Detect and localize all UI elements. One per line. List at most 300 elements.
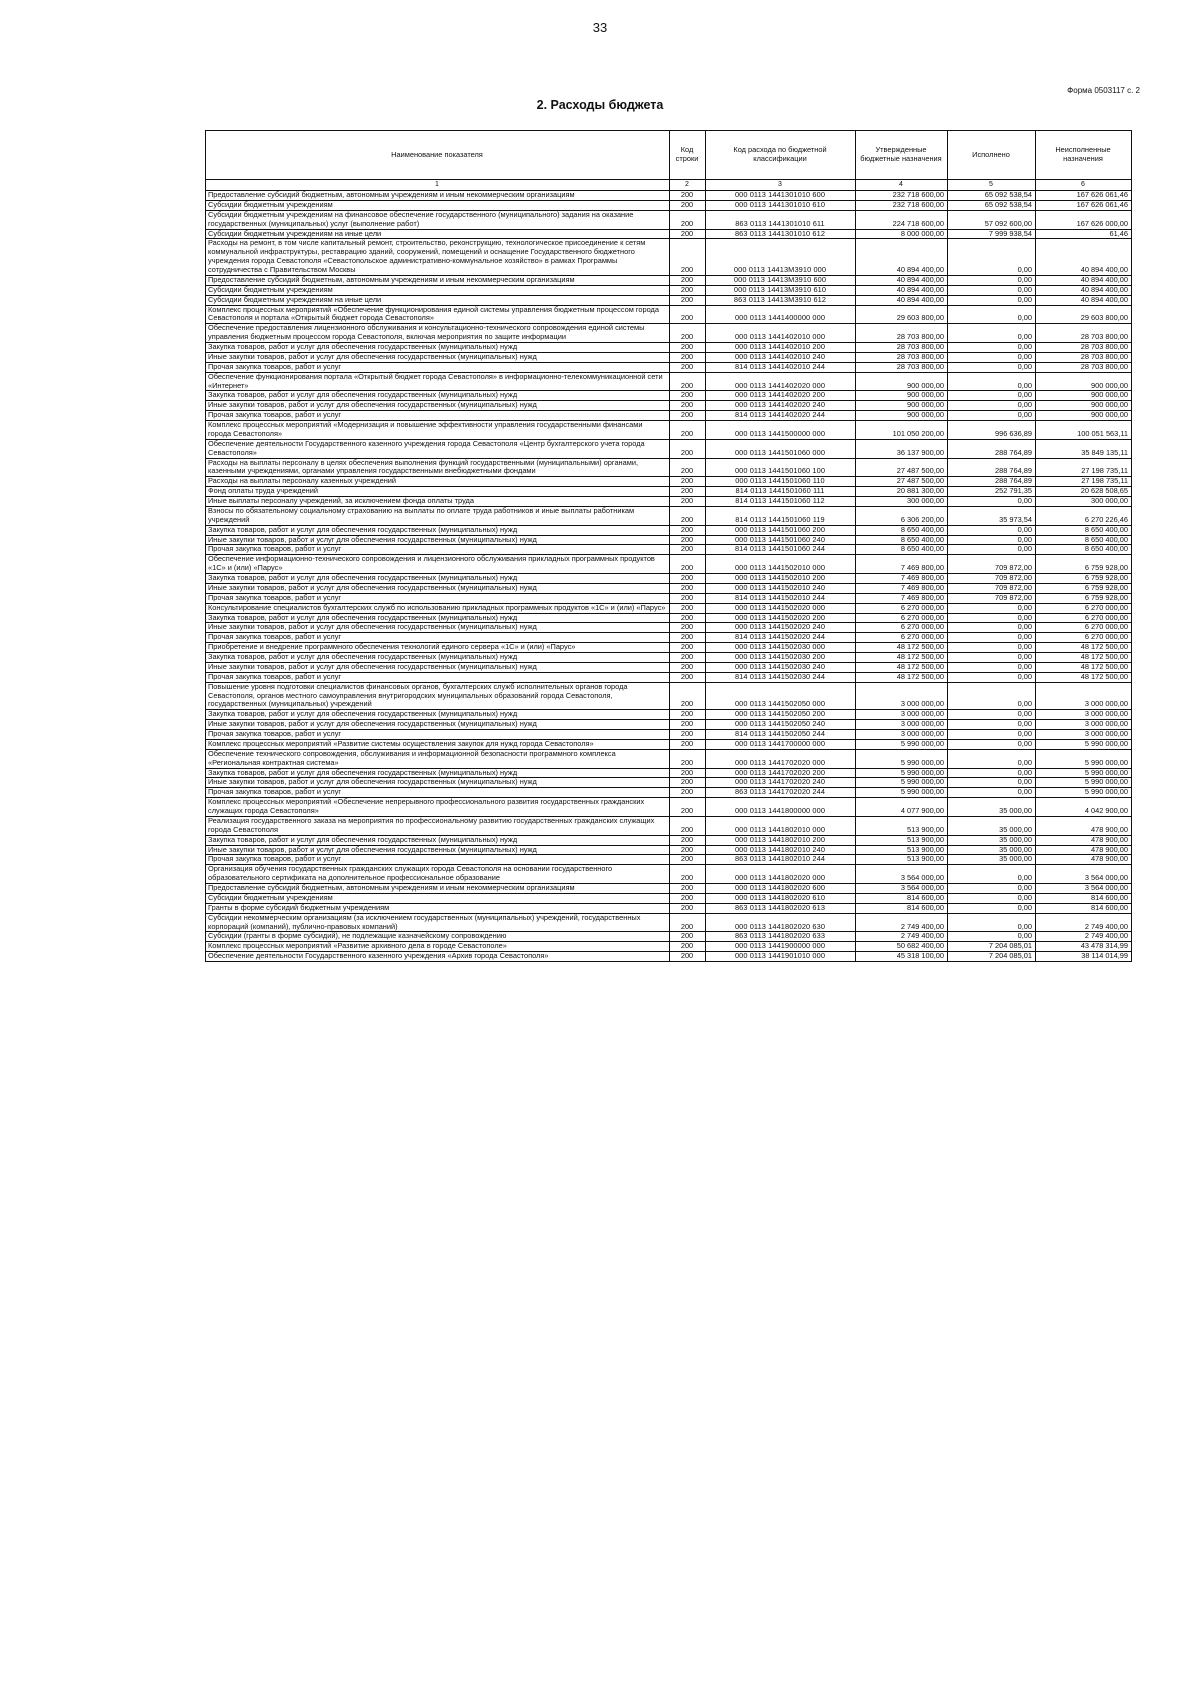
row-approved: 48 172 500,00 bbox=[856, 643, 948, 653]
row-executed: 35 000,00 bbox=[948, 845, 1036, 855]
row-executed: 35 000,00 bbox=[948, 816, 1036, 835]
row-unexecuted: 48 172 500,00 bbox=[1036, 662, 1132, 672]
row-unexecuted: 3 000 000,00 bbox=[1036, 720, 1132, 730]
row-unexecuted: 27 198 735,11 bbox=[1036, 477, 1132, 487]
row-classification-code: 000 0113 1441402020 240 bbox=[706, 401, 856, 411]
expenditure-table bbox=[205, 130, 1132, 962]
row-line-code: 200 bbox=[670, 932, 706, 942]
row-executed: 0,00 bbox=[948, 343, 1036, 353]
row-classification-code: 000 0113 1441402010 240 bbox=[706, 352, 856, 362]
row-classification-code: 000 0113 1441802010 200 bbox=[706, 835, 856, 845]
row-line-code: 200 bbox=[670, 672, 706, 682]
row-executed: 57 092 600,00 bbox=[948, 210, 1036, 229]
row-classification-code: 000 0113 1441800000 000 bbox=[706, 798, 856, 817]
table-row bbox=[206, 788, 1132, 798]
table-row bbox=[206, 352, 1132, 362]
row-line-code: 200 bbox=[670, 525, 706, 535]
row-classification-code: 000 0113 1441802010 000 bbox=[706, 816, 856, 835]
row-unexecuted: 48 172 500,00 bbox=[1036, 672, 1132, 682]
row-name: Приобретение и внедрение программного обеспечения технологий единого сервера «1С» и (или) «Парус» bbox=[206, 643, 670, 653]
table-row bbox=[206, 942, 1132, 952]
header-line-code: Код строки bbox=[670, 131, 706, 180]
row-approved: 300 000,00 bbox=[856, 497, 948, 507]
row-classification-code: 000 0113 1441501060 200 bbox=[706, 525, 856, 535]
table-row bbox=[206, 798, 1132, 817]
row-line-code: 200 bbox=[670, 200, 706, 210]
row-unexecuted: 6 270 000,00 bbox=[1036, 633, 1132, 643]
row-classification-code: 814 0113 1441402020 244 bbox=[706, 411, 856, 421]
column-number: 3 bbox=[706, 180, 856, 191]
row-unexecuted: 8 650 400,00 bbox=[1036, 545, 1132, 555]
row-approved: 7 469 800,00 bbox=[856, 593, 948, 603]
row-approved: 814 600,00 bbox=[856, 893, 948, 903]
row-line-code: 200 bbox=[670, 720, 706, 730]
row-line-code: 200 bbox=[670, 191, 706, 201]
row-classification-code: 000 0113 14413М3910 600 bbox=[706, 275, 856, 285]
row-line-code: 200 bbox=[670, 555, 706, 574]
row-classification-code: 814 0113 1441502030 244 bbox=[706, 672, 856, 682]
row-approved: 4 077 900,00 bbox=[856, 798, 948, 817]
row-name: Закупка товаров, работ и услуг для обеспечения государственных (муниципальных) нужд bbox=[206, 710, 670, 720]
row-name: Предоставление субсидий бюджетным, автономным учреждениям и иным некоммерческим организациям bbox=[206, 191, 670, 201]
row-name: Субсидии бюджетным учреждениям на иные цели bbox=[206, 229, 670, 239]
row-classification-code: 863 0113 1441301010 611 bbox=[706, 210, 856, 229]
row-executed: 0,00 bbox=[948, 352, 1036, 362]
row-approved: 7 469 800,00 bbox=[856, 555, 948, 574]
row-executed: 0,00 bbox=[948, 768, 1036, 778]
table-row bbox=[206, 816, 1132, 835]
table-row bbox=[206, 633, 1132, 643]
table-row bbox=[206, 643, 1132, 653]
row-approved: 27 487 500,00 bbox=[856, 477, 948, 487]
row-name: Комплекс процессных мероприятий «Развитие системы осуществления закупок для нужд города Севастополя» bbox=[206, 739, 670, 749]
row-line-code: 200 bbox=[670, 391, 706, 401]
row-name: Иные закупки товаров, работ и услуг для обеспечения государственных (муниципальных) нужд bbox=[206, 535, 670, 545]
column-number-row bbox=[206, 180, 1132, 191]
row-classification-code: 000 0113 1441502020 200 bbox=[706, 613, 856, 623]
row-unexecuted: 5 990 000,00 bbox=[1036, 788, 1132, 798]
row-approved: 900 000,00 bbox=[856, 411, 948, 421]
row-line-code: 200 bbox=[670, 942, 706, 952]
row-line-code: 200 bbox=[670, 682, 706, 710]
table-row bbox=[206, 653, 1132, 663]
row-name: Субсидии (гранты в форме субсидий), не подлежащие казначейскому сопровождению bbox=[206, 932, 670, 942]
row-executed: 709 872,00 bbox=[948, 583, 1036, 593]
row-classification-code: 000 0113 1441502050 240 bbox=[706, 720, 856, 730]
row-classification-code: 000 0113 1441900000 000 bbox=[706, 942, 856, 952]
row-name: Иные закупки товаров, работ и услуг для обеспечения государственных (муниципальных) нужд bbox=[206, 720, 670, 730]
row-classification-code: 000 0113 1441501060 000 bbox=[706, 439, 856, 458]
row-unexecuted: 5 990 000,00 bbox=[1036, 739, 1132, 749]
row-executed: 0,00 bbox=[948, 623, 1036, 633]
row-classification-code: 863 0113 1441802020 613 bbox=[706, 903, 856, 913]
row-executed: 35 000,00 bbox=[948, 835, 1036, 845]
row-name: Иные закупки товаров, работ и услуг для обеспечения государственных (муниципальных) нужд bbox=[206, 662, 670, 672]
row-line-code: 200 bbox=[670, 487, 706, 497]
row-classification-code: 000 0113 1441402010 000 bbox=[706, 324, 856, 343]
row-line-code: 200 bbox=[670, 623, 706, 633]
column-number: 1 bbox=[206, 180, 670, 191]
table-row bbox=[206, 506, 1132, 525]
row-unexecuted: 3 000 000,00 bbox=[1036, 710, 1132, 720]
row-approved: 2 749 400,00 bbox=[856, 932, 948, 942]
row-executed: 288 764,89 bbox=[948, 439, 1036, 458]
row-name: Субсидии некоммерческим организациям (за исключением государственных (муниципальных) учреждений, государственных корпораций (компаний), публично-правовых компаний) bbox=[206, 913, 670, 932]
row-name: Обеспечение информационно-технического сопровождения и лицензионного обслуживания прикладных программных продуктов «1С» и (или) «Парус» bbox=[206, 555, 670, 574]
header-approved: Утвержденные бюджетные назначения bbox=[856, 131, 948, 180]
row-approved: 3 564 000,00 bbox=[856, 884, 948, 894]
row-approved: 2 749 400,00 bbox=[856, 913, 948, 932]
row-name: Прочая закупка товаров, работ и услуг bbox=[206, 411, 670, 421]
table-row bbox=[206, 210, 1132, 229]
row-executed: 0,00 bbox=[948, 633, 1036, 643]
row-name: Прочая закупка товаров, работ и услуг bbox=[206, 545, 670, 555]
row-approved: 40 894 400,00 bbox=[856, 275, 948, 285]
table-row bbox=[206, 835, 1132, 845]
row-executed: 709 872,00 bbox=[948, 593, 1036, 603]
row-executed: 0,00 bbox=[948, 285, 1036, 295]
table-row bbox=[206, 200, 1132, 210]
row-name: Консультирование специалистов бухгалтерских служб по использованию прикладных программных продуктов «1С» и (или) «Парус» bbox=[206, 603, 670, 613]
row-approved: 6 270 000,00 bbox=[856, 613, 948, 623]
row-classification-code: 814 0113 1441501060 119 bbox=[706, 506, 856, 525]
row-executed: 709 872,00 bbox=[948, 555, 1036, 574]
row-name: Закупка товаров, работ и услуг для обеспечения государственных (муниципальных) нужд bbox=[206, 835, 670, 845]
row-name: Закупка товаров, работ и услуг для обеспечения государственных (муниципальных) нужд bbox=[206, 391, 670, 401]
row-approved: 28 703 800,00 bbox=[856, 362, 948, 372]
row-unexecuted: 900 000,00 bbox=[1036, 401, 1132, 411]
row-line-code: 200 bbox=[670, 362, 706, 372]
row-approved: 8 650 400,00 bbox=[856, 525, 948, 535]
row-unexecuted: 35 849 135,11 bbox=[1036, 439, 1132, 458]
row-executed: 7 999 938,54 bbox=[948, 229, 1036, 239]
row-unexecuted: 8 650 400,00 bbox=[1036, 525, 1132, 535]
row-executed: 288 764,89 bbox=[948, 477, 1036, 487]
table-row bbox=[206, 191, 1132, 201]
table-row bbox=[206, 613, 1132, 623]
row-name: Прочая закупка товаров, работ и услуг bbox=[206, 362, 670, 372]
row-approved: 27 487 500,00 bbox=[856, 458, 948, 477]
row-unexecuted: 20 628 508,65 bbox=[1036, 487, 1132, 497]
row-line-code: 200 bbox=[670, 285, 706, 295]
row-approved: 8 000 000,00 bbox=[856, 229, 948, 239]
row-name: Фонд оплаты труда учреждений bbox=[206, 487, 670, 497]
row-classification-code: 000 0113 14413М3910 610 bbox=[706, 285, 856, 295]
row-approved: 3 564 000,00 bbox=[856, 865, 948, 884]
row-executed: 0,00 bbox=[948, 653, 1036, 663]
row-name: Прочая закупка товаров, работ и услуг bbox=[206, 730, 670, 740]
table-row bbox=[206, 275, 1132, 285]
row-approved: 7 469 800,00 bbox=[856, 583, 948, 593]
row-name: Субсидии бюджетным учреждениям на иные цели bbox=[206, 295, 670, 305]
row-line-code: 200 bbox=[670, 401, 706, 411]
row-line-code: 200 bbox=[670, 411, 706, 421]
row-approved: 3 000 000,00 bbox=[856, 720, 948, 730]
form-code: Форма 0503117 с. 2 bbox=[1067, 86, 1140, 95]
row-unexecuted: 900 000,00 bbox=[1036, 372, 1132, 391]
row-classification-code: 000 0113 1441400000 000 bbox=[706, 305, 856, 324]
row-unexecuted: 5 990 000,00 bbox=[1036, 768, 1132, 778]
row-classification-code: 000 0113 1441702020 200 bbox=[706, 768, 856, 778]
row-classification-code: 000 0113 1441402020 000 bbox=[706, 372, 856, 391]
row-classification-code: 000 0113 1441802020 600 bbox=[706, 884, 856, 894]
column-number: 2 bbox=[670, 180, 706, 191]
row-line-code: 200 bbox=[670, 477, 706, 487]
row-executed: 0,00 bbox=[948, 913, 1036, 932]
row-line-code: 200 bbox=[670, 788, 706, 798]
row-line-code: 200 bbox=[670, 835, 706, 845]
row-unexecuted: 29 603 800,00 bbox=[1036, 305, 1132, 324]
row-approved: 3 000 000,00 bbox=[856, 710, 948, 720]
column-number: 5 bbox=[948, 180, 1036, 191]
row-executed: 0,00 bbox=[948, 372, 1036, 391]
row-name: Прочая закупка товаров, работ и услуг bbox=[206, 788, 670, 798]
table-row bbox=[206, 903, 1132, 913]
row-unexecuted: 814 600,00 bbox=[1036, 903, 1132, 913]
table-row bbox=[206, 421, 1132, 440]
row-unexecuted: 61,46 bbox=[1036, 229, 1132, 239]
row-line-code: 200 bbox=[670, 439, 706, 458]
row-name: Иные закупки товаров, работ и услуг для обеспечения государственных (муниципальных) нужд bbox=[206, 623, 670, 633]
row-unexecuted: 40 894 400,00 bbox=[1036, 239, 1132, 276]
row-line-code: 200 bbox=[670, 583, 706, 593]
row-unexecuted: 6 270 000,00 bbox=[1036, 603, 1132, 613]
table-row bbox=[206, 623, 1132, 633]
row-line-code: 200 bbox=[670, 613, 706, 623]
row-approved: 6 306 200,00 bbox=[856, 506, 948, 525]
row-approved: 45 318 100,00 bbox=[856, 952, 948, 962]
row-executed: 35 000,00 bbox=[948, 798, 1036, 817]
row-approved: 20 881 300,00 bbox=[856, 487, 948, 497]
row-classification-code: 000 0113 1441702020 240 bbox=[706, 778, 856, 788]
header-unexecuted: Неисполненные назначения bbox=[1036, 131, 1132, 180]
row-unexecuted: 2 749 400,00 bbox=[1036, 932, 1132, 942]
row-approved: 40 894 400,00 bbox=[856, 239, 948, 276]
row-executed: 0,00 bbox=[948, 362, 1036, 372]
row-executed: 7 204 085,01 bbox=[948, 952, 1036, 962]
table-row bbox=[206, 535, 1132, 545]
row-executed: 0,00 bbox=[948, 545, 1036, 555]
table-row bbox=[206, 239, 1132, 276]
row-executed: 0,00 bbox=[948, 613, 1036, 623]
row-approved: 6 270 000,00 bbox=[856, 603, 948, 613]
row-approved: 40 894 400,00 bbox=[856, 295, 948, 305]
column-number: 6 bbox=[1036, 180, 1132, 191]
row-unexecuted: 48 172 500,00 bbox=[1036, 653, 1132, 663]
row-unexecuted: 6 759 928,00 bbox=[1036, 593, 1132, 603]
row-unexecuted: 6 759 928,00 bbox=[1036, 555, 1132, 574]
row-executed: 0,00 bbox=[948, 324, 1036, 343]
row-approved: 48 172 500,00 bbox=[856, 653, 948, 663]
table-row bbox=[206, 952, 1132, 962]
row-line-code: 200 bbox=[670, 210, 706, 229]
row-name: Прочая закупка товаров, работ и услуг bbox=[206, 633, 670, 643]
row-classification-code: 000 0113 1441501060 110 bbox=[706, 477, 856, 487]
row-classification-code: 863 0113 1441301010 612 bbox=[706, 229, 856, 239]
table-row bbox=[206, 229, 1132, 239]
table-row bbox=[206, 295, 1132, 305]
row-classification-code: 000 0113 1441502030 000 bbox=[706, 643, 856, 653]
row-approved: 5 990 000,00 bbox=[856, 788, 948, 798]
table-row bbox=[206, 487, 1132, 497]
row-classification-code: 000 0113 1441502020 000 bbox=[706, 603, 856, 613]
column-number: 4 bbox=[856, 180, 948, 191]
row-unexecuted: 28 703 800,00 bbox=[1036, 362, 1132, 372]
table-row bbox=[206, 458, 1132, 477]
row-executed: 0,00 bbox=[948, 865, 1036, 884]
row-unexecuted: 48 172 500,00 bbox=[1036, 643, 1132, 653]
row-classification-code: 000 0113 1441702020 000 bbox=[706, 749, 856, 768]
row-name: Комплекс процессных мероприятий «Модернизация и повышение эффективности управления государственными финансами города Севастополя» bbox=[206, 421, 670, 440]
row-unexecuted: 2 749 400,00 bbox=[1036, 913, 1132, 932]
row-approved: 28 703 800,00 bbox=[856, 352, 948, 362]
row-executed: 0,00 bbox=[948, 672, 1036, 682]
row-classification-code: 000 0113 1441502010 000 bbox=[706, 555, 856, 574]
page-number: 33 bbox=[592, 20, 608, 35]
row-executed: 0,00 bbox=[948, 391, 1036, 401]
table-row bbox=[206, 778, 1132, 788]
table-row bbox=[206, 739, 1132, 749]
table-row bbox=[206, 583, 1132, 593]
row-classification-code: 000 0113 1441802020 000 bbox=[706, 865, 856, 884]
table-row bbox=[206, 372, 1132, 391]
row-classification-code: 814 0113 1441501060 244 bbox=[706, 545, 856, 555]
row-unexecuted: 5 990 000,00 bbox=[1036, 749, 1132, 768]
row-classification-code: 814 0113 1441502050 244 bbox=[706, 730, 856, 740]
row-executed: 7 204 085,01 bbox=[948, 942, 1036, 952]
row-unexecuted: 900 000,00 bbox=[1036, 411, 1132, 421]
table-row bbox=[206, 391, 1132, 401]
row-classification-code: 000 0113 1441501060 240 bbox=[706, 535, 856, 545]
row-name: Иные закупки товаров, работ и услуг для обеспечения государственных (муниципальных) нужд bbox=[206, 583, 670, 593]
table-row bbox=[206, 682, 1132, 710]
row-approved: 900 000,00 bbox=[856, 401, 948, 411]
table-row bbox=[206, 285, 1132, 295]
row-name: Прочая закупка товаров, работ и услуг bbox=[206, 855, 670, 865]
row-approved: 101 050 200,00 bbox=[856, 421, 948, 440]
row-line-code: 200 bbox=[670, 778, 706, 788]
row-name: Взносы по обязательному социальному страхованию на выплаты по оплате труда работников и иные выплаты работникам учреждений bbox=[206, 506, 670, 525]
row-unexecuted: 40 894 400,00 bbox=[1036, 295, 1132, 305]
table-row bbox=[206, 545, 1132, 555]
row-line-code: 200 bbox=[670, 845, 706, 855]
row-executed: 0,00 bbox=[948, 788, 1036, 798]
row-unexecuted: 43 478 314,99 bbox=[1036, 942, 1132, 952]
table-row bbox=[206, 710, 1132, 720]
row-name: Иные закупки товаров, работ и услуг для обеспечения государственных (муниципальных) нужд bbox=[206, 778, 670, 788]
row-line-code: 200 bbox=[670, 275, 706, 285]
row-approved: 5 990 000,00 bbox=[856, 768, 948, 778]
row-name: Иные закупки товаров, работ и услуг для обеспечения государственных (муниципальных) нужд bbox=[206, 352, 670, 362]
row-name: Расходы на выплаты персоналу в целях обеспечения выполнения функций государственными (муниципальными) органами, казенными учреждениями, органами управления государственными внебюджетными фондами bbox=[206, 458, 670, 477]
row-name: Субсидии бюджетным учреждениям на финансовое обеспечение государственного (муниципального) задания на оказание государственных (муниципальных) услуг (выполнение работ) bbox=[206, 210, 670, 229]
row-classification-code: 000 0113 1441502050 200 bbox=[706, 710, 856, 720]
table-row bbox=[206, 497, 1132, 507]
row-line-code: 200 bbox=[670, 229, 706, 239]
row-classification-code: 000 0113 1441802020 610 bbox=[706, 893, 856, 903]
row-executed: 0,00 bbox=[948, 662, 1036, 672]
row-executed: 288 764,89 bbox=[948, 458, 1036, 477]
section-title: 2. Расходы бюджета bbox=[536, 98, 664, 112]
row-line-code: 200 bbox=[670, 352, 706, 362]
row-executed: 0,00 bbox=[948, 893, 1036, 903]
row-line-code: 200 bbox=[670, 458, 706, 477]
row-approved: 900 000,00 bbox=[856, 372, 948, 391]
row-unexecuted: 3 564 000,00 bbox=[1036, 865, 1132, 884]
table-row bbox=[206, 343, 1132, 353]
row-name: Предоставление субсидий бюджетным, автономным учреждениям и иным некоммерческим организациям bbox=[206, 275, 670, 285]
row-name: Иные выплаты персоналу учреждений, за исключением фонда оплаты труда bbox=[206, 497, 670, 507]
row-executed: 0,00 bbox=[948, 682, 1036, 710]
row-unexecuted: 3 000 000,00 bbox=[1036, 730, 1132, 740]
row-classification-code: 814 0113 1441402010 244 bbox=[706, 362, 856, 372]
row-approved: 28 703 800,00 bbox=[856, 343, 948, 353]
row-approved: 900 000,00 bbox=[856, 391, 948, 401]
row-executed: 0,00 bbox=[948, 903, 1036, 913]
row-approved: 48 172 500,00 bbox=[856, 662, 948, 672]
row-name: Организация обучения государственных гражданских служащих города Севастополя на основании государственного образовательного сертификата на дополнительное профессиональное образование bbox=[206, 865, 670, 884]
row-classification-code: 000 0113 1441502010 240 bbox=[706, 583, 856, 593]
row-name: Обеспечение деятельности Государственного казенного учреждения «Архив города Севастополя» bbox=[206, 952, 670, 962]
table-row bbox=[206, 913, 1132, 932]
table-row bbox=[206, 749, 1132, 768]
row-line-code: 200 bbox=[670, 506, 706, 525]
row-approved: 50 682 400,00 bbox=[856, 942, 948, 952]
row-executed: 0,00 bbox=[948, 720, 1036, 730]
row-name: Комплекс процессных мероприятий «Обеспечение функционирования единой системы управления бюджетным процессом города Севастополя и портала «Открытый бюджет города Севастополя» bbox=[206, 305, 670, 324]
row-executed: 65 092 538,54 bbox=[948, 191, 1036, 201]
row-executed: 0,00 bbox=[948, 497, 1036, 507]
row-classification-code: 000 0113 1441500000 000 bbox=[706, 421, 856, 440]
row-unexecuted: 478 900,00 bbox=[1036, 855, 1132, 865]
row-classification-code: 000 0113 1441502030 240 bbox=[706, 662, 856, 672]
row-line-code: 200 bbox=[670, 884, 706, 894]
table-row bbox=[206, 672, 1132, 682]
row-line-code: 200 bbox=[670, 545, 706, 555]
row-approved: 5 990 000,00 bbox=[856, 749, 948, 768]
row-unexecuted: 6 270 000,00 bbox=[1036, 613, 1132, 623]
row-line-code: 200 bbox=[670, 653, 706, 663]
row-line-code: 200 bbox=[670, 593, 706, 603]
row-name: Комплекс процессных мероприятий «Развитие архивного дела в городе Севастополе» bbox=[206, 942, 670, 952]
row-classification-code: 000 0113 1441501060 100 bbox=[706, 458, 856, 477]
row-name: Обеспечение деятельности Государственного казенного учреждения города Севастополя «Центр бухгалтерского учета города Севастополя» bbox=[206, 439, 670, 458]
row-line-code: 200 bbox=[670, 952, 706, 962]
row-classification-code: 000 0113 1441502050 000 bbox=[706, 682, 856, 710]
row-line-code: 200 bbox=[670, 343, 706, 353]
row-approved: 814 600,00 bbox=[856, 903, 948, 913]
row-classification-code: 863 0113 1441802020 633 bbox=[706, 932, 856, 942]
row-line-code: 200 bbox=[670, 749, 706, 768]
row-classification-code: 000 0113 1441802020 630 bbox=[706, 913, 856, 932]
row-unexecuted: 28 703 800,00 bbox=[1036, 324, 1132, 343]
row-classification-code: 000 0113 1441502030 200 bbox=[706, 653, 856, 663]
row-approved: 3 000 000,00 bbox=[856, 730, 948, 740]
row-name: Расходы на ремонт, в том числе капитальный ремонт, строительство, реконструкцию, технологическое присоединение к сетям коммунальной инфраструктуры, реставрацию зданий, сооружений, помещений и оснащение Государственного бюджетного учреждения города Севастополя «Севастопольское административно-коммунальное хозяйство» в рамках Программы сотрудничества с Правительством Москвы bbox=[206, 239, 670, 276]
row-approved: 232 718 600,00 bbox=[856, 191, 948, 201]
row-executed: 0,00 bbox=[948, 749, 1036, 768]
row-approved: 3 000 000,00 bbox=[856, 682, 948, 710]
row-name: Закупка товаров, работ и услуг для обеспечения государственных (муниципальных) нужд bbox=[206, 653, 670, 663]
table-row bbox=[206, 720, 1132, 730]
row-line-code: 200 bbox=[670, 710, 706, 720]
row-unexecuted: 167 626 000,00 bbox=[1036, 210, 1132, 229]
row-unexecuted: 6 270 000,00 bbox=[1036, 623, 1132, 633]
row-approved: 513 900,00 bbox=[856, 835, 948, 845]
row-executed: 0,00 bbox=[948, 275, 1036, 285]
row-line-code: 200 bbox=[670, 305, 706, 324]
row-unexecuted: 38 114 014,99 bbox=[1036, 952, 1132, 962]
